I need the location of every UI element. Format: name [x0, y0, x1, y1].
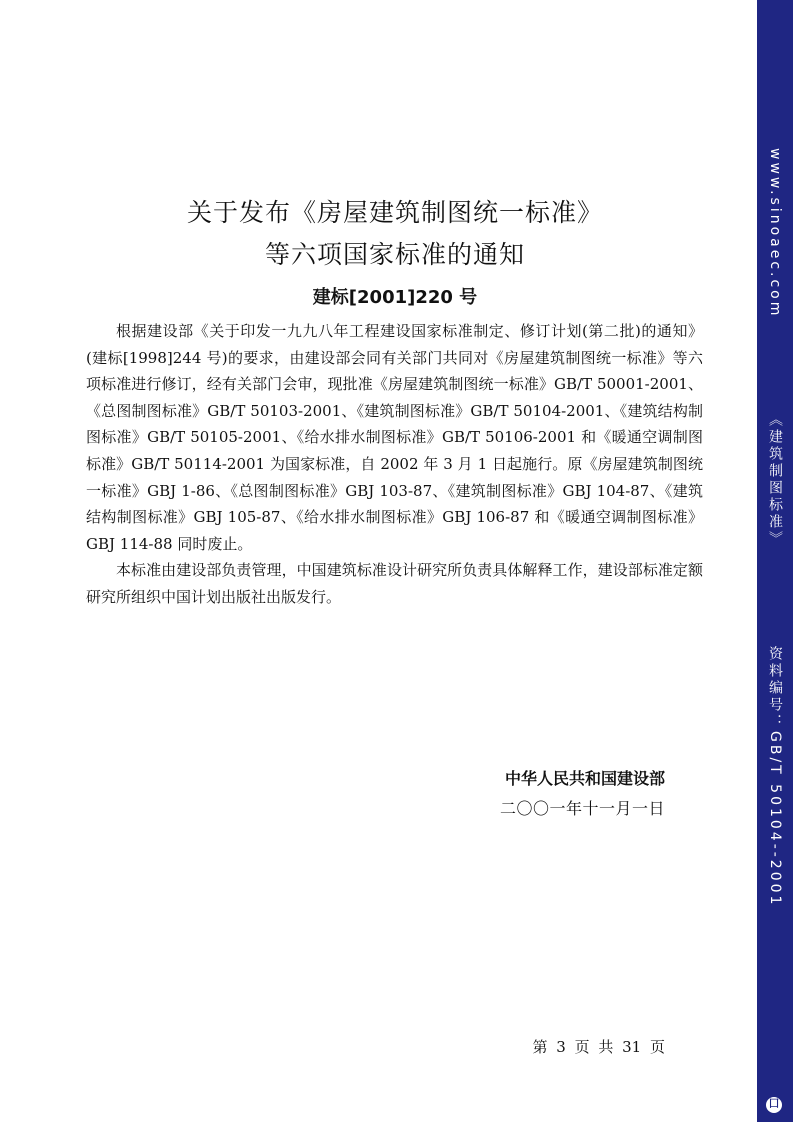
- issue-date: 二〇〇一年十一月一日: [499, 799, 665, 818]
- side-banner: [757, 0, 793, 1122]
- body-paragraph-1: 根据建设部《关于印发一九九八年工程建设国家标准制定、修订计划(第二批)的通知》(建标[1998]244 号)的要求，由建设部会同有关部门共同对《房屋建筑制图统一标准》等六项标准进行修订，经有关部门会审，现批准《房屋建筑制图统一标准》GB/T 50001-2001、《总图制图标准》GB/T 50103-2001、《建筑制图标准》GB/T 50104-2001、《建筑结构制图标准》GB/T 50105-2001、《给水排水制图标准》GB/T 50106-2001 和《暖通空调制图标准》GB/T 50114-2001 为国家标准，自 2002 年 3 月 1 日起施行。原《房屋建筑制图统一标准》GBJ 1-86、《总图制图标准》GBJ 103-87、《建筑制图标准》GBJ 104-87、《建筑结构制图标准》GBJ 105-87、《给水排水制图标准》GBJ 106-87 和《暖通空调制图标准》GBJ 114-88 同时废止。: [86, 322, 703, 553]
- notice-body: [86, 318, 703, 611]
- document-code-label: 资料编号：GB/T 50104--2001: [767, 646, 783, 908]
- standard-name-label: 《建筑制图标准》: [767, 412, 783, 548]
- logo-icon: 囗: [766, 1097, 782, 1113]
- issuing-authority: 中华人民共和国建设部: [504, 769, 665, 788]
- document-number: 建标[2001]220 号: [312, 287, 478, 308]
- notice-title-line1: 关于发布《房屋建筑制图统一标准》: [186, 198, 603, 227]
- notice-title-line2: 等六项国家标准的通知: [264, 240, 525, 269]
- website-label[interactable]: www.sinoaec.com: [767, 148, 783, 319]
- body-paragraph-2: 本标准由建设部负责管理，中国建筑标准设计研究所负责具体解释工作，建设部标准定额研究所组织中国计划出版社出版发行。: [86, 561, 703, 606]
- page-number: 第 3 页 共 31 页: [532, 1038, 665, 1056]
